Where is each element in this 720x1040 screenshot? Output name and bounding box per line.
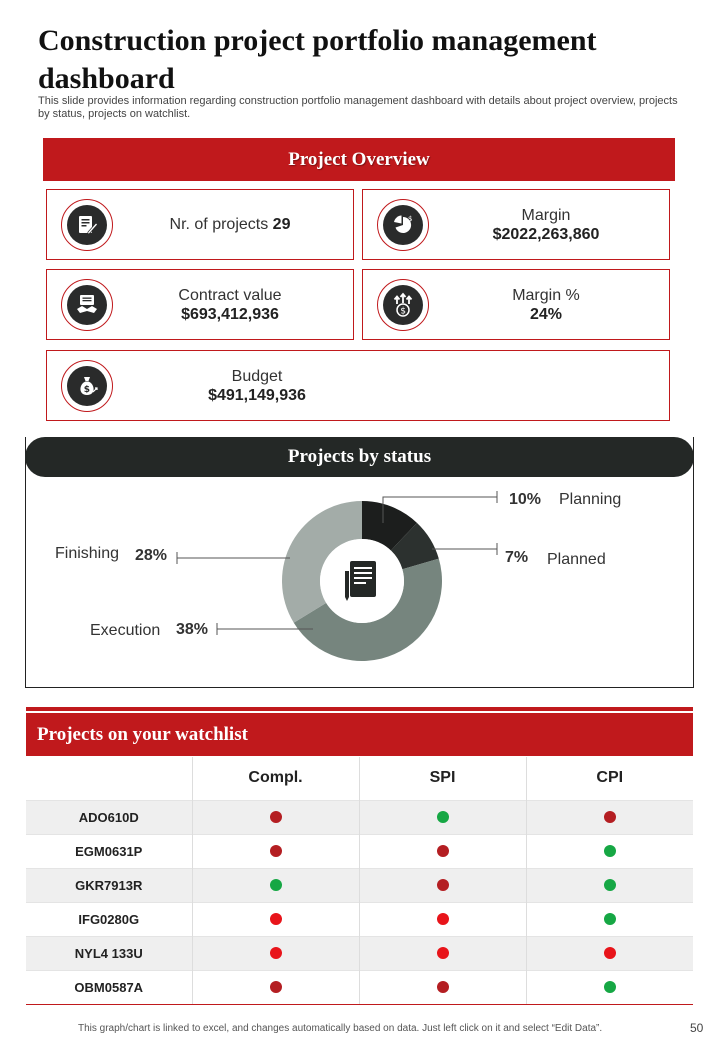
compl-cell [192,902,359,936]
status-dot-dark-red [437,981,449,993]
status-dot-green [270,879,282,891]
svg-text:$: $ [400,306,406,317]
card-value: $2022,263,860 [492,225,600,243]
project-id-cell: NYL4 133U [26,936,192,970]
card-label: Nr. of projects [169,216,269,233]
table-row[interactable] [26,868,693,902]
planning-pct: 10% [509,491,542,508]
column-header-spi[interactable]: SPI [359,757,526,800]
status-dot-green [604,879,616,891]
project-id-cell: IFG0280G [26,902,192,936]
card-value: $693,412,936 [181,305,279,323]
svg-text:$: $ [408,215,413,223]
cpi-cell [526,936,693,970]
card-label: Margin [521,206,571,224]
table-row[interactable] [26,902,693,936]
project-id-cell: EGM0631P [26,834,192,868]
projects-by-status-header: Projects by status [25,437,694,477]
compl-cell [192,800,359,834]
svg-text:$: $ [83,385,91,395]
spi-cell [359,834,526,868]
watchlist-top-rule [26,707,693,711]
status-dot-dark-red [270,981,282,993]
spi-cell [359,970,526,1004]
card-value: 24% [529,305,563,323]
table-row[interactable] [26,936,693,970]
spi-cell [359,868,526,902]
page-title: Construction project portfolio management dashboard [38,24,597,95]
execution-pct: 38% [176,621,209,638]
compl-cell [192,868,359,902]
table-row[interactable] [26,834,693,868]
page-number: 50 [690,1021,704,1035]
project-overview-header: Project Overview [43,138,675,181]
cpi-cell [526,902,693,936]
planned-pct: 7% [505,549,529,566]
planning-label: Planning [559,491,622,508]
spi-cell [359,902,526,936]
status-dot-dark-red [437,845,449,857]
status-dot-dark-red [270,811,282,823]
table-row[interactable] [26,800,693,834]
status-dot-red [604,947,616,959]
watchlist-header: Projects on your watchlist [26,713,693,756]
status-dot-dark-red [270,845,282,857]
status-dot-green [604,913,616,925]
status-dot-dark-red [437,879,449,891]
finishing-label: Finishing [55,545,120,562]
cpi-cell [526,868,693,902]
column-header-project [26,757,192,800]
status-dot-red [270,913,282,925]
project-id-cell: ADO610D [26,800,192,834]
card-value: 29 [272,216,291,233]
table-row[interactable] [26,970,693,1004]
planned-label: Planned [547,551,606,568]
card-value: $491,149,936 [208,386,306,404]
footer-note: This graph/chart is linked to excel, and changes automatically based on data. Just left click on it and select “Edit Data”. [78,1023,603,1034]
status-dot-green [437,811,449,823]
cpi-cell [526,800,693,834]
card-label: Budget [231,367,283,385]
column-header-cpi[interactable]: CPI [526,757,693,800]
table-header-row [26,757,693,800]
status-dot-green [604,981,616,993]
page-subtitle: This slide provides information regarding construction portfolio management dashboard with details about project overview, projects by status, projects on watchlist. [38,95,678,120]
status-dot-green [604,845,616,857]
execution-label: Execution [90,622,161,639]
compl-cell [192,834,359,868]
spi-cell [359,800,526,834]
project-id-cell: OBM0587A [26,970,192,1004]
spi-cell [359,936,526,970]
card-label: Contract value [178,286,282,304]
compl-cell [192,936,359,970]
cpi-cell [526,834,693,868]
status-dot-red [437,913,449,925]
watchlist-table [26,757,693,1005]
status-dot-red [270,947,282,959]
status-dot-dark-red [604,811,616,823]
column-header-compl[interactable]: Compl. [192,757,359,800]
finishing-pct: 28% [135,547,168,564]
project-id-cell: GKR7913R [26,868,192,902]
cpi-cell [526,970,693,1004]
card-label: Margin % [512,286,580,304]
compl-cell [192,970,359,1004]
status-dot-red [437,947,449,959]
